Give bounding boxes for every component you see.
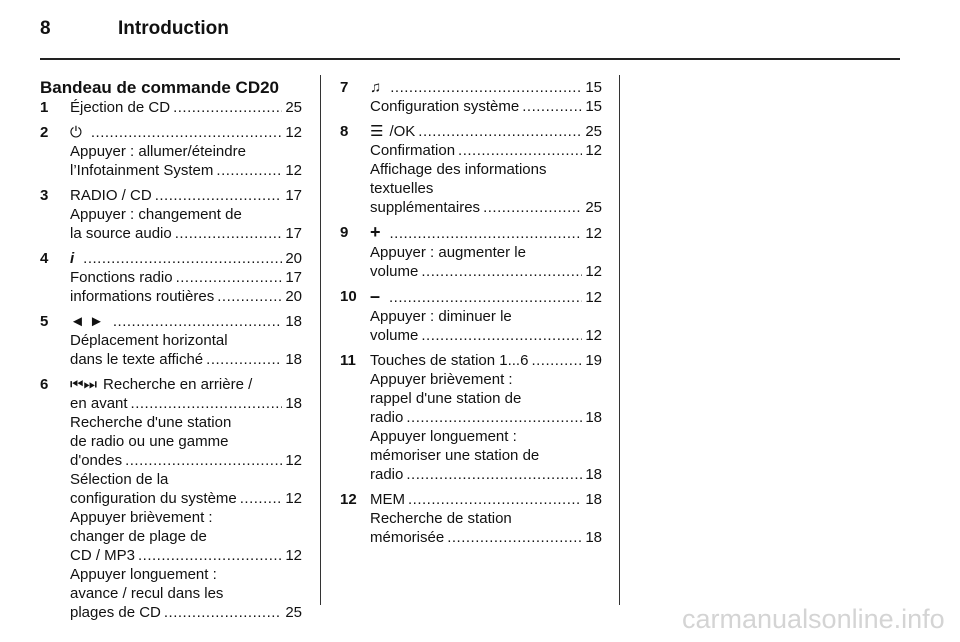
leader-dots — [164, 603, 282, 622]
entry-line — [370, 223, 602, 243]
entry-line — [70, 451, 302, 470]
entry-text: Fonctions radio — [70, 269, 173, 286]
leader-dots — [421, 262, 582, 281]
page-reference: 15 — [585, 98, 602, 115]
entry-line — [70, 287, 302, 306]
entry-line — [370, 370, 602, 389]
entry-line — [370, 509, 602, 528]
page-reference: 18 — [285, 351, 302, 368]
entry-line — [70, 394, 302, 413]
entry-line — [370, 97, 602, 116]
index-entry-7 — [340, 78, 602, 116]
entry-text: radio — [370, 466, 404, 483]
page-reference: 18 — [285, 313, 302, 330]
entry-line — [70, 584, 302, 603]
entry-text: l’Infotainment System — [70, 162, 214, 179]
index-entry-8 — [340, 122, 602, 217]
page-reference: 25 — [585, 123, 602, 140]
entry-text: rappel d'une station de — [370, 390, 522, 407]
page-reference: 20 — [285, 288, 302, 305]
entry-line — [370, 490, 602, 509]
page-reference: 20 — [285, 250, 302, 267]
leader-dots — [83, 249, 282, 268]
page-reference: 18 — [285, 395, 302, 412]
entry-text: Sélection de la — [70, 471, 169, 488]
page-number: 8 — [40, 18, 51, 39]
leader-dots — [447, 528, 582, 547]
page-reference: 12 — [585, 327, 602, 344]
entry-text: Recherche d'une station — [70, 414, 232, 431]
entry-line — [70, 546, 302, 565]
entry-line — [70, 432, 302, 451]
index-entry-11 — [340, 351, 602, 484]
entry-text: Recherche de station — [370, 510, 512, 527]
entry-text: CD / MP3 — [70, 547, 136, 564]
leader-dots — [418, 122, 582, 141]
minus-icon: – — [370, 286, 381, 306]
entry-line — [70, 224, 302, 243]
page-reference: 18 — [585, 491, 602, 508]
entry-text: la source audio — [70, 225, 172, 242]
entry-text: Touches de station 1...6 — [370, 352, 529, 369]
entry-number: 2 — [40, 124, 49, 141]
entry-number: 8 — [340, 123, 349, 140]
entry-text: Déplacement horizontal — [70, 332, 228, 349]
entry-text: Appuyer longuement : — [70, 566, 217, 583]
leader-dots — [406, 408, 582, 427]
music-note-icon: ♫ — [370, 79, 382, 96]
leader-dots — [175, 224, 283, 243]
leader-dots — [483, 198, 582, 217]
entry-line — [70, 249, 302, 268]
entry-text: en avant — [70, 395, 128, 412]
entry-line — [70, 205, 302, 224]
leader-dots — [217, 287, 282, 306]
entry-line — [370, 351, 602, 370]
entry-line — [70, 268, 302, 287]
entry-line — [70, 565, 302, 584]
page-title: Introduction — [118, 18, 229, 39]
leader-dots — [406, 465, 582, 484]
column-divider-2 — [619, 75, 620, 605]
entry-line — [70, 527, 302, 546]
entry-text: de radio ou une gamme — [70, 433, 229, 450]
entry-text: mémoriser une station de — [370, 447, 540, 464]
entry-line — [70, 98, 302, 117]
index-entry-2 — [40, 123, 302, 180]
arrow-left-right-icon: ◄ ► — [70, 313, 104, 330]
page-reference: 17 — [285, 225, 302, 242]
page-reference: 12 — [285, 452, 302, 469]
entry-text: mémorisée — [370, 529, 445, 546]
entry-number: 12 — [340, 491, 357, 508]
leader-dots — [113, 312, 282, 331]
index-entry-5 — [40, 312, 302, 369]
leader-dots — [206, 350, 282, 369]
entry-text: Appuyer : augmenter le — [370, 244, 526, 261]
entry-line — [70, 375, 302, 394]
entry-text: Appuyer longuement : — [370, 428, 517, 445]
entry-line — [70, 312, 302, 331]
entry-text: volume — [370, 263, 419, 280]
page-reference: 18 — [585, 409, 602, 426]
leader-dots — [240, 489, 283, 508]
watermark: carmanualsonline.info — [682, 604, 945, 634]
header-rule — [40, 58, 900, 60]
leader-dots — [390, 224, 583, 243]
index-entry-1 — [40, 98, 302, 117]
entry-text: Appuyer : diminuer le — [370, 308, 512, 325]
page-reference: 25 — [585, 199, 602, 216]
entry-text: RADIO / CD — [70, 187, 152, 204]
leader-dots — [390, 78, 582, 97]
leader-dots — [173, 98, 282, 117]
leader-dots — [216, 161, 282, 180]
page-reference: 17 — [285, 187, 302, 204]
entry-line — [70, 161, 302, 180]
entry-text: volume — [370, 327, 419, 344]
entry-line — [370, 198, 602, 217]
section-title: Bandeau de commande CD20 — [40, 78, 280, 97]
entry-line — [70, 603, 302, 622]
entry-line — [70, 123, 302, 142]
page-reference: 25 — [285, 99, 302, 116]
entry-number: 9 — [340, 224, 349, 241]
page-reference: 25 — [285, 604, 302, 621]
leader-dots — [421, 326, 582, 345]
page-reference: 12 — [585, 263, 602, 280]
leader-dots — [522, 97, 582, 116]
entry-line — [370, 262, 602, 281]
leader-dots — [91, 123, 282, 142]
leader-dots — [155, 186, 283, 205]
column-left — [40, 78, 302, 628]
power-icon: ⏻ — [70, 124, 82, 141]
entry-text: /OK — [389, 123, 416, 140]
entry-number: 11 — [340, 352, 356, 369]
entry-text: Appuyer brièvement : — [70, 509, 213, 526]
index-entry-3 — [40, 186, 302, 243]
index-entry-12 — [340, 490, 602, 547]
entry-line — [370, 122, 602, 141]
entry-text: Configuration système — [370, 98, 520, 115]
entry-text: Affichage des informations — [370, 161, 547, 178]
entry-text: avance / recul dans les — [70, 585, 224, 602]
entry-line — [370, 408, 602, 427]
entry-number: 6 — [40, 376, 49, 393]
leader-dots — [125, 451, 282, 470]
page-reference: 12 — [585, 142, 602, 159]
page-reference: 15 — [585, 79, 602, 96]
entry-line — [370, 78, 602, 97]
entry-line — [370, 528, 602, 547]
page-reference: 19 — [585, 352, 602, 369]
entry-text: plages de CD — [70, 604, 161, 621]
entry-line — [370, 446, 602, 465]
page-reference: 12 — [285, 547, 302, 564]
page-reference: 17 — [285, 269, 302, 286]
seek-icon: ⏮⏭ — [70, 376, 98, 393]
entry-text: dans le texte affiché — [70, 351, 204, 368]
index-entry-10 — [340, 287, 602, 345]
entry-line — [370, 465, 602, 484]
plus-icon: + — [370, 222, 381, 242]
column-divider-1 — [320, 75, 321, 605]
column-middle — [340, 78, 602, 553]
entry-text: informations routières — [70, 288, 215, 305]
page-reference: 12 — [585, 289, 602, 306]
index-entry-4 — [40, 249, 302, 306]
leader-dots — [176, 268, 283, 287]
entry-text: changer de plage de — [70, 528, 207, 545]
info-icon: i — [70, 250, 75, 267]
entry-line — [70, 186, 302, 205]
entry-line — [70, 489, 302, 508]
leader-dots — [138, 546, 282, 565]
entry-line — [370, 179, 602, 198]
entry-line — [370, 160, 602, 179]
entry-line — [370, 389, 602, 408]
entry-line — [70, 413, 302, 432]
page-reference: 12 — [285, 162, 302, 179]
page-reference: 12 — [585, 225, 602, 242]
leader-dots — [408, 490, 582, 509]
entry-line — [70, 470, 302, 489]
entry-text: supplémentaires — [370, 199, 481, 216]
entry-line — [370, 427, 602, 446]
entry-line — [70, 331, 302, 350]
entry-number: 4 — [40, 250, 49, 267]
entry-text: Appuyer brièvement : — [370, 371, 513, 388]
entry-text: Confirmation — [370, 142, 456, 159]
entry-line — [70, 142, 302, 161]
entry-text: Appuyer : allumer/éteindre — [70, 143, 246, 160]
entry-line — [70, 508, 302, 527]
page-reference: 12 — [285, 124, 302, 141]
entry-line — [370, 287, 602, 307]
entry-text: radio — [370, 409, 404, 426]
entry-line — [370, 243, 602, 262]
entry-text: configuration du système — [70, 490, 237, 507]
entry-number: 10 — [340, 288, 357, 305]
entry-number: 5 — [40, 313, 49, 330]
entry-text: Recherche en arrière / — [103, 376, 253, 393]
leader-dots — [131, 394, 283, 413]
entry-line — [370, 307, 602, 326]
entry-line — [70, 350, 302, 369]
page-reference: 12 — [285, 490, 302, 507]
index-entry-9 — [340, 223, 602, 281]
index-entry-6 — [40, 375, 302, 622]
entry-number: 1 — [40, 99, 49, 116]
page-reference: 18 — [585, 466, 602, 483]
entry-text: d'ondes — [70, 452, 123, 469]
entry-text: textuelles — [370, 180, 434, 197]
page-reference: 18 — [585, 529, 602, 546]
entry-text: Appuyer : changement de — [70, 206, 242, 223]
leader-dots — [458, 141, 582, 160]
leader-dots — [531, 351, 582, 370]
leader-dots — [389, 288, 582, 307]
entry-number: 7 — [340, 79, 349, 96]
entry-line — [370, 326, 602, 345]
entry-text: MEM — [370, 491, 405, 508]
entry-text: Éjection de CD — [70, 99, 171, 116]
entry-number: 3 — [40, 187, 49, 204]
entry-line — [370, 141, 602, 160]
menu-icon: ☰ — [370, 123, 384, 140]
